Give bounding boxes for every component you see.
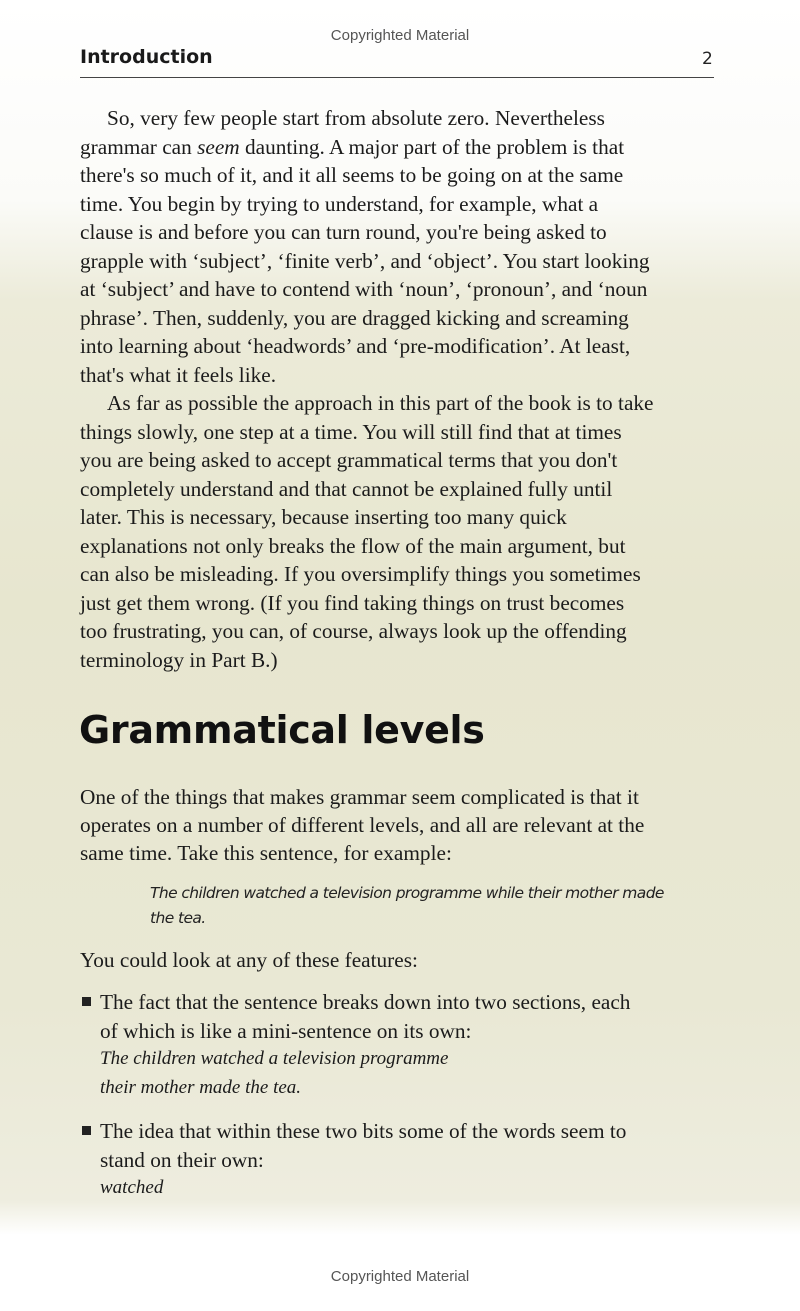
text-line: you are being asked to accept grammatical terms that you don't (80, 448, 618, 472)
text-line: So, very few people start from absolute zero. Nevertheless (107, 106, 605, 130)
lead-in-text: You could look at any of these features: (80, 948, 418, 972)
emphasis: seem (197, 135, 240, 159)
text-line: phrase’. Then, suddenly, you are dragged kicking and screaming (80, 306, 629, 330)
copyright-watermark-bottom: Copyrighted Material (330, 1268, 470, 1285)
header-rule (80, 77, 714, 78)
text-line: same time. Take this sentence, for example: (80, 841, 452, 865)
text-span: daunting. A major part of the problem is that (239, 135, 625, 159)
text-line: later. This is necessary, because inserting too many quick (80, 505, 567, 529)
text-line: into learning about ‘headwords’ and ‘pre-modification’. At least, (80, 334, 631, 358)
page-number: 2 (702, 49, 713, 69)
text-line: can also be misleading. If you oversimplify things you sometimes (80, 562, 641, 586)
text-line: grapple with ‘subject’, ‘finite verb’, and ‘object’. You start looking (80, 249, 650, 273)
text-line: stand on their own: (100, 1148, 264, 1172)
bullet-icon (82, 997, 91, 1006)
text-line: of which is like a mini-sentence on its own: (100, 1019, 472, 1043)
bullet-icon (82, 1126, 91, 1135)
text-line: clause is and before you can turn round, you're being asked to (80, 220, 607, 244)
text-line: things slowly, one step at a time. You will still find that at times (80, 420, 622, 444)
text-line (80, 133, 624, 161)
example-line: watched (100, 1177, 164, 1198)
text-line: that's what it feels like. (80, 363, 277, 387)
copyright-watermark-top: Copyrighted Material (330, 27, 470, 44)
text-line: at ‘subject’ and have to contend with ‘noun’, ‘pronoun’, and ‘noun (80, 277, 648, 301)
example-line: The children watched a television programme while their mother made (150, 884, 664, 902)
text-line: just get them wrong. (If you find taking things on trust becomes (80, 591, 625, 615)
text-line: operates on a number of different levels, and all are relevant at the (80, 813, 645, 837)
text-line: explanations not only breaks the flow of the main argument, but (80, 534, 626, 558)
text-line: As far as possible the approach in this part of the book is to take (107, 391, 654, 415)
text-line: The fact that the sentence breaks down into two sections, each (100, 990, 631, 1014)
text-line: terminology in Part B.) (80, 648, 278, 672)
text-line: time. You begin by trying to understand, for example, what a (80, 192, 599, 216)
text-line: One of the things that makes grammar seem complicated is that it (80, 785, 639, 809)
running-head: Introduction (80, 46, 213, 68)
text-line: too frustrating, you can, of course, always look up the offending (80, 619, 627, 643)
example-line: The children watched a television programme (100, 1048, 449, 1069)
text-line: completely understand and that cannot be explained fully until (80, 477, 613, 501)
example-line: the tea. (150, 909, 206, 927)
text-line: The idea that within these two bits some of the words seem to (100, 1119, 627, 1143)
text-line: there's so much of it, and it all seems to be going on at the same (80, 163, 624, 187)
text-span: grammar can (80, 135, 198, 159)
section-heading: Grammatical levels (79, 708, 485, 752)
example-line: their mother made the tea. (100, 1077, 302, 1098)
